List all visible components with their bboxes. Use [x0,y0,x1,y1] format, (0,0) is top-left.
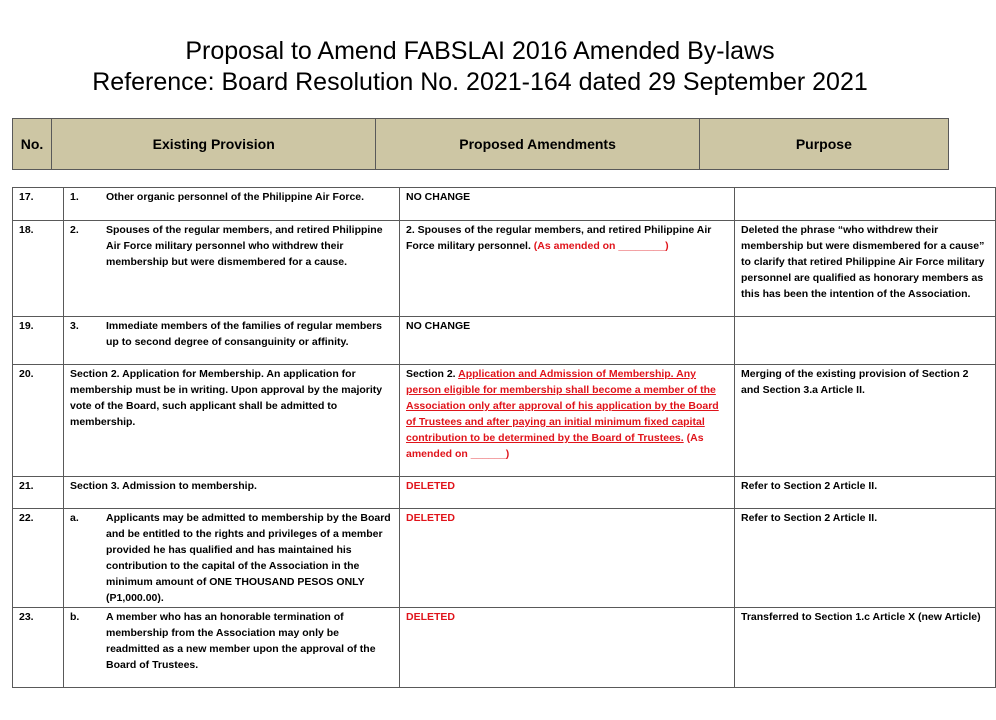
header-proposed-amendments: Proposed Amendments [376,119,699,170]
existing-provision-cell [64,477,400,509]
purpose-cell: Refer to Section 2 Article II. [735,477,996,509]
amendment-date-note: (As amended on ______) [406,432,704,460]
existing-text: Section 2. Application for Membership. An application for membership must be in writing. Upon approval by the majority vote of the Board, such applicant shall be admitted to membership. [70,368,383,428]
existing-provision-cell [64,365,400,477]
proposed-text: 2. Spouses of the regular members, and retired Philippine Air Force military personnel. [406,224,712,252]
row-number: 18. [13,221,64,317]
table-row [13,477,996,509]
proposed-amendment-cell [400,608,735,688]
existing-text: Spouses of the regular members, and retired Philippine Air Force military personnel who withdrew their membership but were dismembered for a cause. [106,224,383,268]
row-number: 22. [13,509,64,608]
purpose-cell [735,317,996,365]
table-row [13,188,996,221]
row-number: 17. [13,188,64,221]
existing-text: Section 3. Admission to membership. [70,480,257,492]
table-header [12,118,949,170]
row-number: 21. [13,477,64,509]
item-marker: 1. [70,191,79,203]
table-row [13,221,996,317]
proposed-amendment-cell [400,509,735,608]
purpose-cell: Transferred to Section 1.c Article X (new Article) [735,608,996,688]
item-marker: b. [70,611,80,623]
existing-text: Applicants may be admitted to membership by the Board and be entitled to the rights and privileges of a member provided he has qualified and has maintained his contribution to the capital of the Association in the minimum amount of ONE THOUSAND PESOS ONLY (P1,000.00). [106,512,391,604]
slide-title [0,36,960,98]
existing-provision-cell [64,317,400,365]
header-no: No. [13,119,52,170]
proposed-text: NO CHANGE [406,320,471,332]
row-number: 19. [13,317,64,365]
amendment-date-note: (As amended on ________) [533,240,669,252]
header-existing-provision: Existing Provision [52,119,376,170]
amendments-table [12,187,996,688]
existing-provision-cell [64,608,400,688]
table-row [13,317,996,365]
deleted-label: DELETED [406,480,456,492]
title-line-2: Reference: Board Resolution No. 2021-164 dated 29 September 2021 [92,68,868,96]
proposed-amendment-cell [400,221,735,317]
table-row [13,608,996,688]
deleted-label: DELETED [406,512,456,524]
proposed-text: NO CHANGE [406,191,471,203]
purpose-cell [735,188,996,221]
table-row [13,365,996,477]
row-number: 23. [13,608,64,688]
existing-provision-cell [64,188,400,221]
purpose-cell: Refer to Section 2 Article II. [735,509,996,608]
table-row [13,509,996,608]
proposed-amendment-cell [400,365,735,477]
existing-text: A member who has an honorable termination of membership from the Association may only be readmitted as a new member upon the approval of the Board of Trustees. [106,611,376,671]
item-marker: 2. [70,224,79,236]
title-line-1: Proposal to Amend FABSLAI 2016 Amended By-laws [185,37,775,65]
deleted-label: DELETED [406,611,456,623]
row-number: 20. [13,365,64,477]
proposed-amendment-cell [400,477,735,509]
proposed-section-label: Section 2. [406,368,456,380]
existing-provision-cell [64,509,400,608]
proposed-amendment-cell [400,317,735,365]
proposed-amendment-cell [400,188,735,221]
existing-text: Other organic personnel of the Philippine Air Force. [106,191,365,203]
item-marker: 3. [70,320,79,332]
purpose-cell: Merging of the existing provision of Section 2 and Section 3.a Article II. [735,365,996,477]
header-purpose: Purpose [699,119,948,170]
existing-text: Immediate members of the families of regular members up to second degree of consanguinity or affinity. [106,320,383,348]
item-marker: a. [70,512,79,524]
existing-provision-cell [64,221,400,317]
proposed-text: Application and Admission of Membership. Any person eligible for membership shall become a member of the Association only after approval of his application by the Board of Trustees and after paying an initial minimum fixed capital contribution to be determined by the Board of Trustees. [406,368,719,444]
purpose-cell: Deleted the phrase “who withdrew their membership but were dismembered for a cause” to clarify that retired Philippine Air Force military personnel are qualified as honorary members as this has been the intention of the Association. [735,221,996,317]
